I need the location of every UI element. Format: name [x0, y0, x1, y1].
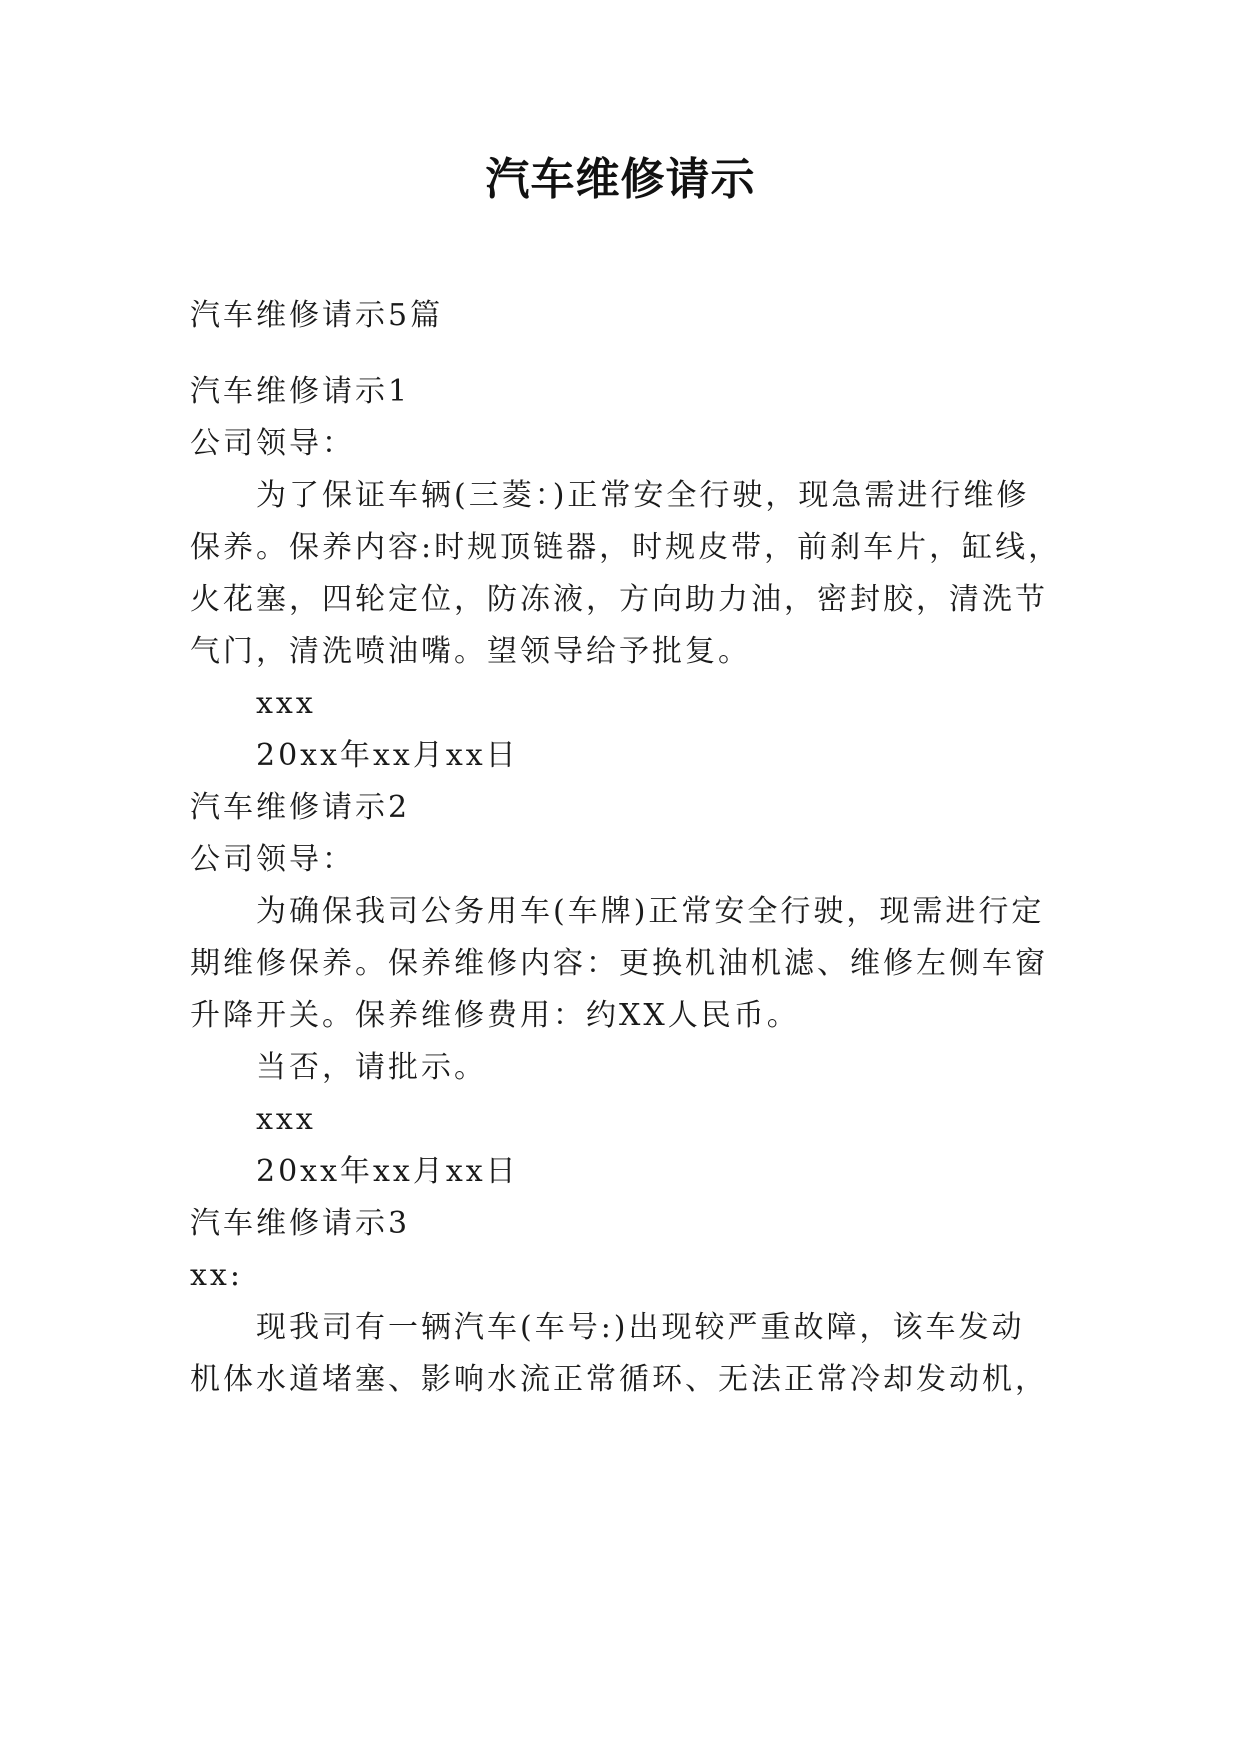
section-2-heading: 汽车维修请示2	[190, 790, 411, 825]
section-3-body-line: 机体水道堵塞、影响水流正常循环、无法正常冷却发动机，	[190, 1362, 1048, 1397]
section-2-date: 20xx年xx月xx日	[256, 1154, 519, 1189]
document-subtitle: 汽车维修请示5篇	[190, 298, 444, 333]
section-3-salutation: xx:	[190, 1258, 243, 1293]
section-2-salutation: 公司领导：	[190, 842, 355, 877]
section-2-body-line: 升降开关。保养维修费用：约XX人民币。	[190, 998, 800, 1033]
section-1-salutation: 公司领导：	[190, 426, 355, 461]
section-2-signer: xxx	[256, 1102, 316, 1137]
section-1-body-line: 气门，清洗喷油嘴。望领导给予批复。	[190, 634, 751, 669]
section-2-body-line: 为确保我司公务用车(车牌)正常安全行驶，现需进行定	[256, 894, 1045, 929]
section-3-heading: 汽车维修请示3	[190, 1206, 411, 1241]
section-1-date: 20xx年xx月xx日	[256, 738, 519, 773]
section-2-closing: 当否，请批示。	[256, 1050, 487, 1085]
document-title: 汽车维修请示	[485, 154, 756, 205]
section-1-signer: xxx	[256, 686, 316, 721]
section-1-body-line: 火花塞，四轮定位，防冻液，方向助力油，密封胶，清洗节	[190, 582, 1048, 617]
section-1-body-line: 保养。保养内容:时规顶链器，时规皮带，前刹车片，缸线，	[190, 530, 1062, 565]
section-1-body-line: 为了保证车辆(三菱：)正常安全行驶，现急需进行维修	[256, 478, 1030, 513]
section-3-body-line: 现我司有一辆汽车(车号:)出现较严重故障，该车发动	[256, 1310, 1025, 1345]
section-1-heading: 汽车维修请示1	[190, 374, 411, 409]
section-2-body-line: 期维修保养。保养维修内容：更换机油机滤、维修左侧车窗	[190, 946, 1048, 981]
